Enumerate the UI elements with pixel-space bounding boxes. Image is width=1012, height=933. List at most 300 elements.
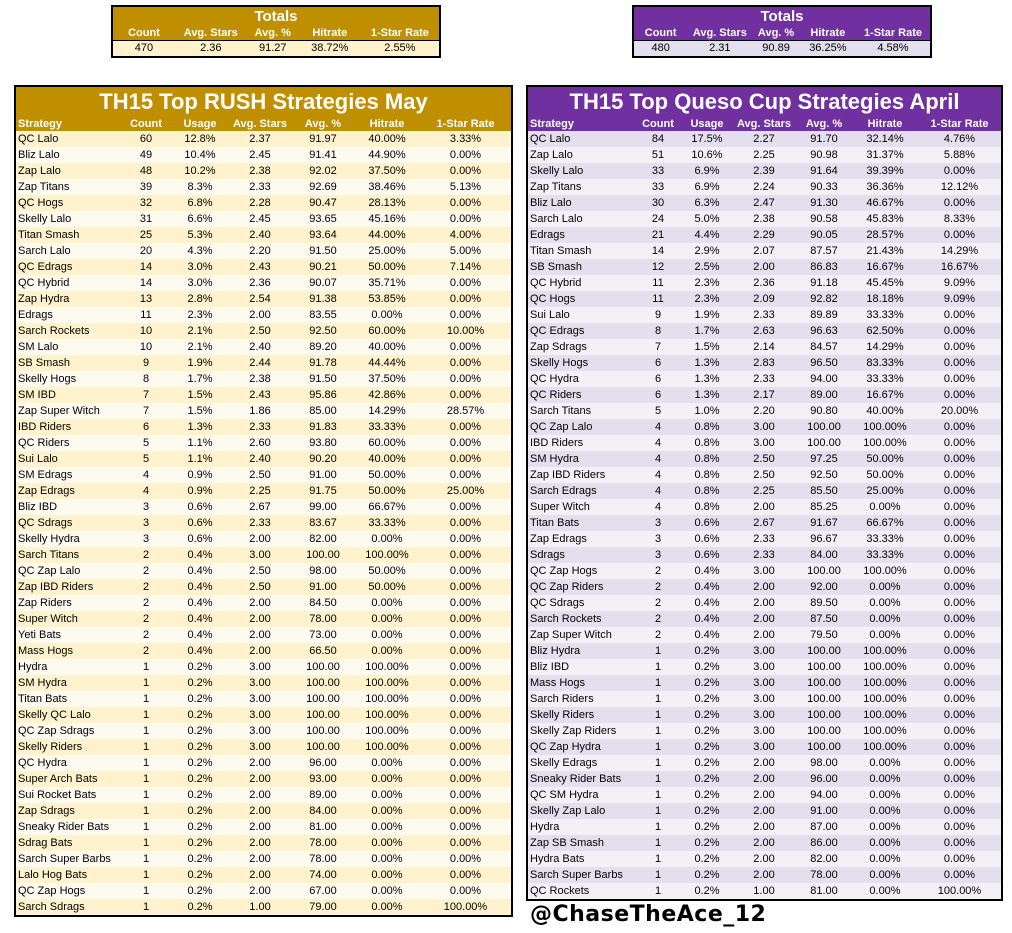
stat-cell: 1 [120, 691, 172, 707]
stat-cell: 0.2% [682, 755, 732, 771]
stat-cell: 4 [120, 467, 172, 483]
stat-cell: 2 [634, 611, 682, 627]
stat-cell: 2.39 [732, 163, 796, 179]
stat-cell: 1.1% [172, 435, 228, 451]
stat-cell: 0.00% [852, 499, 918, 515]
table-row [16, 499, 511, 515]
table-row [528, 387, 1001, 403]
strategy-name-cell: Mass Hogs [16, 643, 120, 659]
stat-cell: 0.00% [420, 867, 511, 883]
strategy-name-cell: QC Riders [528, 387, 634, 403]
stat-cell: 10 [120, 339, 172, 355]
stat-cell: 0.00% [918, 515, 1001, 531]
stat-cell: 100.00 [292, 675, 354, 691]
stat-cell: 37.50% [354, 371, 420, 387]
table-row [16, 707, 511, 723]
strategy-name-cell: Yeti Bats [16, 627, 120, 643]
strategy-name-cell: QC Zap Hogs [528, 563, 634, 579]
table-row [16, 643, 511, 659]
table-row [528, 163, 1001, 179]
stat-cell: 100.00% [420, 899, 511, 915]
stat-cell: 2.50 [228, 467, 292, 483]
stat-cell: 90.05 [796, 227, 852, 243]
stat-cell: 100.00% [354, 723, 420, 739]
stat-cell: 3.00 [228, 739, 292, 755]
stat-cell: 2 [120, 611, 172, 627]
rush-header-row [16, 117, 511, 131]
stat-cell: 4.76% [918, 131, 1001, 147]
header-cell: Count [113, 26, 175, 41]
stat-cell: 1 [634, 787, 682, 803]
stat-cell: 84 [634, 131, 682, 147]
stat-cell: 92.50 [292, 323, 354, 339]
table-row [16, 195, 511, 211]
stat-cell: 67.00 [292, 883, 354, 899]
strategy-name-cell: Zap Super Witch [16, 403, 120, 419]
stat-cell: 2 [120, 547, 172, 563]
stat-cell: 2.00 [732, 787, 796, 803]
stat-cell: 0.00% [420, 547, 511, 563]
stat-cell: 0.2% [682, 851, 732, 867]
stat-cell: 7 [120, 403, 172, 419]
stat-cell: 1.5% [172, 403, 228, 419]
queso-totals-values-row [634, 41, 930, 57]
strategy-name-cell: Sarch Lalo [16, 243, 120, 259]
stat-cell: 11 [634, 291, 682, 307]
stat-cell: 87.57 [796, 243, 852, 259]
stat-cell: 53.85% [354, 291, 420, 307]
stat-cell: 0.8% [682, 419, 732, 435]
queso-header-row [528, 117, 1001, 131]
queso-panel-title: TH15 Top Queso Cup Strategies April [528, 87, 1001, 117]
table-row [16, 531, 511, 547]
stat-cell: 2.00 [732, 579, 796, 595]
stat-cell: 2.45 [228, 147, 292, 163]
stat-cell: 2 [634, 595, 682, 611]
stat-cell: 0.00% [918, 563, 1001, 579]
stat-cell: 89.00 [292, 787, 354, 803]
stat-cell: 0.00% [420, 147, 511, 163]
stat-cell: 3.0% [172, 259, 228, 275]
stat-cell: 0.8% [682, 451, 732, 467]
stat-cell: 0.00% [420, 467, 511, 483]
stat-cell: 0.2% [682, 803, 732, 819]
strategy-name-cell: QC Hybrid [528, 275, 634, 291]
stat-cell: 6.9% [682, 179, 732, 195]
strategy-name-cell: Zap IBD Riders [16, 579, 120, 595]
header-cell: Strategy [528, 117, 634, 131]
stat-cell: 96.50 [796, 355, 852, 371]
stat-cell: 0.00% [918, 499, 1001, 515]
stat-cell: 2.00 [228, 851, 292, 867]
queso-totals-title: Totals [634, 7, 930, 26]
stat-cell: 87.50 [796, 611, 852, 627]
stat-cell: 2 [120, 595, 172, 611]
stat-cell: 0.00% [918, 163, 1001, 179]
strategy-name-cell: Edrags [528, 227, 634, 243]
header-cell: Hitrate [299, 26, 361, 41]
stat-cell: 33.33% [852, 371, 918, 387]
table-row [16, 691, 511, 707]
stat-cell: 0.00% [420, 739, 511, 755]
stat-cell: 1 [120, 739, 172, 755]
stat-cell: 7 [120, 387, 172, 403]
stat-cell: 5.13% [420, 179, 511, 195]
stat-cell: 0.8% [682, 483, 732, 499]
stat-cell: 0.00% [420, 851, 511, 867]
stat-cell: 0.00% [852, 867, 918, 883]
stat-cell: 2.47 [732, 195, 796, 211]
rush-totals-values-row [113, 41, 439, 57]
stat-cell: 100.00% [852, 707, 918, 723]
stat-cell: 90.33 [796, 179, 852, 195]
stat-cell: 89.00 [796, 387, 852, 403]
stat-cell: 66.67% [852, 515, 918, 531]
stat-cell: 2.33 [228, 179, 292, 195]
table-row [16, 867, 511, 883]
stat-cell: 0.4% [172, 643, 228, 659]
stat-cell: 0.2% [172, 883, 228, 899]
stat-cell: 1 [634, 755, 682, 771]
stat-cell: 92.00 [796, 579, 852, 595]
table-row [528, 611, 1001, 627]
value-cell: 470 [113, 41, 175, 57]
stat-cell: 1 [120, 723, 172, 739]
stat-cell: 0.00% [420, 595, 511, 611]
stat-cell: 0.2% [682, 659, 732, 675]
stat-cell: 84.00 [292, 803, 354, 819]
stat-cell: 0.2% [682, 739, 732, 755]
stat-cell: 1 [634, 723, 682, 739]
stat-cell: 86.83 [796, 259, 852, 275]
strategy-name-cell: Sneaky Rider Bats [528, 771, 634, 787]
stat-cell: 79.00 [292, 899, 354, 915]
value-cell: 36.25% [800, 41, 856, 57]
stat-cell: 2.40 [228, 339, 292, 355]
strategy-name-cell: Zap SB Smash [528, 835, 634, 851]
stat-cell: 9.09% [918, 291, 1001, 307]
stat-cell: 31 [120, 211, 172, 227]
stat-cell: 1 [120, 675, 172, 691]
stat-cell: 3.00 [732, 435, 796, 451]
stat-cell: 1 [120, 803, 172, 819]
stat-cell: 3 [634, 515, 682, 531]
stat-cell: 2.00 [732, 851, 796, 867]
stat-cell: 100.00% [852, 691, 918, 707]
stat-cell: 60.00% [354, 323, 420, 339]
stat-cell: 100.00% [852, 643, 918, 659]
stat-cell: 0.2% [172, 899, 228, 915]
stat-cell: 93.00 [292, 771, 354, 787]
stat-cell: 1 [120, 899, 172, 915]
stat-cell: 0.00% [918, 771, 1001, 787]
table-row [16, 627, 511, 643]
table-row [528, 179, 1001, 195]
stat-cell: 2.40 [228, 227, 292, 243]
stat-cell: 86.00 [796, 835, 852, 851]
stat-cell: 96.00 [796, 771, 852, 787]
stat-cell: 2.60 [228, 435, 292, 451]
stat-cell: 1 [634, 691, 682, 707]
header-cell: Count [634, 26, 687, 41]
stat-cell: 1 [120, 819, 172, 835]
stat-cell: 40.00% [354, 339, 420, 355]
value-cell: 90.89 [752, 41, 799, 57]
stat-cell: 0.00% [918, 787, 1001, 803]
value-cell: 4.58% [856, 41, 930, 57]
stat-cell: 10 [120, 323, 172, 339]
strategy-name-cell: Skelly Hogs [528, 355, 634, 371]
stat-cell: 14 [120, 275, 172, 291]
stat-cell: 2.28 [228, 195, 292, 211]
stat-cell: 1 [634, 867, 682, 883]
strategy-name-cell: Sarch Rockets [528, 611, 634, 627]
stat-cell: 0.00% [420, 339, 511, 355]
stat-cell: 2.3% [682, 291, 732, 307]
stat-cell: 0.00% [420, 163, 511, 179]
stat-cell: 0.00% [354, 787, 420, 803]
stat-cell: 0.00% [420, 531, 511, 547]
stat-cell: 99.00 [292, 499, 354, 515]
table-row [16, 771, 511, 787]
table-row [16, 259, 511, 275]
stat-cell: 0.00% [852, 787, 918, 803]
table-row [16, 147, 511, 163]
stat-cell: 3.00 [732, 691, 796, 707]
stat-cell: 33 [634, 179, 682, 195]
stat-cell: 2.40 [228, 451, 292, 467]
stat-cell: 0.00% [354, 819, 420, 835]
stat-cell: 0.00% [420, 611, 511, 627]
stat-cell: 91.64 [796, 163, 852, 179]
table-row [528, 531, 1001, 547]
stat-cell: 1 [120, 835, 172, 851]
stat-cell: 0.00% [852, 803, 918, 819]
stat-cell: 4.00% [420, 227, 511, 243]
stat-cell: 91.83 [292, 419, 354, 435]
strategy-name-cell: Sarch Lalo [528, 211, 634, 227]
stat-cell: 0.00% [918, 675, 1001, 691]
table-row [528, 467, 1001, 483]
stat-cell: 4 [120, 483, 172, 499]
table-row [528, 851, 1001, 867]
table-row [16, 595, 511, 611]
stat-cell: 0.00% [918, 483, 1001, 499]
stat-cell: 0.00% [420, 355, 511, 371]
stat-cell: 0.6% [172, 499, 228, 515]
stat-cell: 3.00 [228, 659, 292, 675]
strategy-name-cell: Titan Bats [16, 691, 120, 707]
table-row [16, 483, 511, 499]
table-row [16, 323, 511, 339]
header-cell: Avg. Stars [687, 26, 752, 41]
stat-cell: 0.00% [918, 467, 1001, 483]
stat-cell: 0.00% [918, 435, 1001, 451]
stat-cell: 100.00% [852, 659, 918, 675]
stat-cell: 6.9% [682, 163, 732, 179]
stat-cell: 0.00% [354, 627, 420, 643]
stat-cell: 94.00 [796, 787, 852, 803]
stat-cell: 100.00% [354, 659, 420, 675]
stat-cell: 2.33 [228, 419, 292, 435]
stat-cell: 0.00% [918, 643, 1001, 659]
stat-cell: 2.1% [172, 323, 228, 339]
table-row [16, 467, 511, 483]
stat-cell: 0.00% [918, 755, 1001, 771]
stat-cell: 32.14% [852, 131, 918, 147]
queso-totals-table [634, 26, 930, 56]
stat-cell: 2.36 [228, 275, 292, 291]
table-row [16, 227, 511, 243]
stat-cell: 91.00 [292, 579, 354, 595]
strategy-name-cell: Zap Super Witch [528, 627, 634, 643]
stat-cell: 2.38 [228, 371, 292, 387]
stat-cell: 0.00% [354, 755, 420, 771]
queso-totals-header-row [634, 26, 930, 41]
stat-cell: 1 [634, 643, 682, 659]
stat-cell: 5 [120, 435, 172, 451]
table-row [528, 627, 1001, 643]
stat-cell: 1 [120, 771, 172, 787]
table-row [528, 643, 1001, 659]
stat-cell: 0.00% [420, 563, 511, 579]
table-row [528, 547, 1001, 563]
strategy-name-cell: SM IBD [16, 387, 120, 403]
strategy-name-cell: Super Witch [528, 499, 634, 515]
stat-cell: 0.00% [354, 867, 420, 883]
value-cell: 2.31 [687, 41, 752, 57]
table-row [528, 595, 1001, 611]
strategy-name-cell: Super Witch [16, 611, 120, 627]
stat-cell: 0.8% [682, 499, 732, 515]
stat-cell: 100.00 [796, 675, 852, 691]
stat-cell: 4 [634, 483, 682, 499]
stat-cell: 0.00% [918, 387, 1001, 403]
stat-cell: 0.4% [172, 627, 228, 643]
stat-cell: 0.00% [918, 595, 1001, 611]
stat-cell: 28.57% [852, 227, 918, 243]
table-row [16, 579, 511, 595]
strategy-name-cell: Lalo Hog Bats [16, 867, 120, 883]
stat-cell: 83.55 [292, 307, 354, 323]
stat-cell: 4 [634, 467, 682, 483]
stat-cell: 1.3% [682, 355, 732, 371]
stat-cell: 81.00 [292, 819, 354, 835]
header-cell: Avg. % [752, 26, 799, 41]
strategy-name-cell: QC Sdrags [16, 515, 120, 531]
stat-cell: 0.6% [682, 547, 732, 563]
value-cell: 480 [634, 41, 687, 57]
stat-cell: 0.00% [918, 195, 1001, 211]
stat-cell: 2.9% [682, 243, 732, 259]
strategy-name-cell: QC Zap Sdrags [16, 723, 120, 739]
stat-cell: 100.00 [796, 659, 852, 675]
stat-cell: 2.00 [228, 771, 292, 787]
stat-cell: 0.00% [420, 371, 511, 387]
stat-cell: 91.75 [292, 483, 354, 499]
header-cell: Count [120, 117, 172, 131]
stat-cell: 5.3% [172, 227, 228, 243]
stat-cell: 2.24 [732, 179, 796, 195]
stat-cell: 1 [634, 851, 682, 867]
stat-cell: 12 [634, 259, 682, 275]
strategy-name-cell: SM Hydra [528, 451, 634, 467]
stat-cell: 89.20 [292, 339, 354, 355]
stat-cell: 100.00 [796, 691, 852, 707]
stat-cell: 91.70 [796, 131, 852, 147]
table-row [16, 547, 511, 563]
stat-cell: 0.00% [420, 755, 511, 771]
stat-cell: 25 [120, 227, 172, 243]
stat-cell: 1.1% [172, 451, 228, 467]
strategy-name-cell: Sui Rocket Bats [16, 787, 120, 803]
stat-cell: 2.50 [732, 467, 796, 483]
stat-cell: 1 [120, 659, 172, 675]
table-row [16, 819, 511, 835]
stat-cell: 93.80 [292, 435, 354, 451]
stat-cell: 0.2% [172, 835, 228, 851]
table-row [528, 819, 1001, 835]
stat-cell: 0.00% [852, 819, 918, 835]
stat-cell: 1 [120, 851, 172, 867]
stat-cell: 2.3% [682, 275, 732, 291]
stat-cell: 3.00 [732, 643, 796, 659]
stat-cell: 18.18% [852, 291, 918, 307]
stat-cell: 66.50 [292, 643, 354, 659]
stat-cell: 78.00 [292, 611, 354, 627]
strategy-name-cell: SM Hydra [16, 675, 120, 691]
stat-cell: 78.00 [796, 867, 852, 883]
strategy-name-cell: QC Hybrid [16, 275, 120, 291]
strategy-name-cell: Zap Sdrags [16, 803, 120, 819]
stat-cell: 91.67 [796, 515, 852, 531]
watermark-handle: @ChaseTheAce_12 [530, 902, 767, 927]
stat-cell: 2.5% [682, 259, 732, 275]
stat-cell: 50.00% [354, 467, 420, 483]
stat-cell: 2 [634, 579, 682, 595]
stat-cell: 0.00% [354, 643, 420, 659]
stat-cell: 0.00% [852, 755, 918, 771]
stat-cell: 9 [634, 307, 682, 323]
stat-cell: 2.83 [732, 355, 796, 371]
stat-cell: 0.00% [918, 707, 1001, 723]
stat-cell: 2.38 [732, 211, 796, 227]
stat-cell: 0.00% [852, 851, 918, 867]
strategy-name-cell: Hydra [16, 659, 120, 675]
stat-cell: 1 [634, 771, 682, 787]
stat-cell: 0.00% [918, 867, 1001, 883]
stat-cell: 5.0% [682, 211, 732, 227]
table-row [16, 291, 511, 307]
stat-cell: 2.00 [228, 755, 292, 771]
stat-cell: 100.00 [292, 659, 354, 675]
strategy-name-cell: IBD Riders [16, 419, 120, 435]
stat-cell: 0.00% [354, 835, 420, 851]
stat-cell: 2.00 [228, 643, 292, 659]
strategy-name-cell: QC Lalo [528, 131, 634, 147]
table-row [528, 243, 1001, 259]
stat-cell: 60.00% [354, 435, 420, 451]
strategy-name-cell: Bliz IBD [528, 659, 634, 675]
strategy-name-cell: Sdrag Bats [16, 835, 120, 851]
strategy-name-cell: Sneaky Rider Bats [16, 819, 120, 835]
stat-cell: 0.00% [420, 627, 511, 643]
stat-cell: 44.00% [354, 227, 420, 243]
table-row [16, 307, 511, 323]
stat-cell: 84.57 [796, 339, 852, 355]
stat-cell: 0.4% [682, 563, 732, 579]
stat-cell: 49 [120, 147, 172, 163]
